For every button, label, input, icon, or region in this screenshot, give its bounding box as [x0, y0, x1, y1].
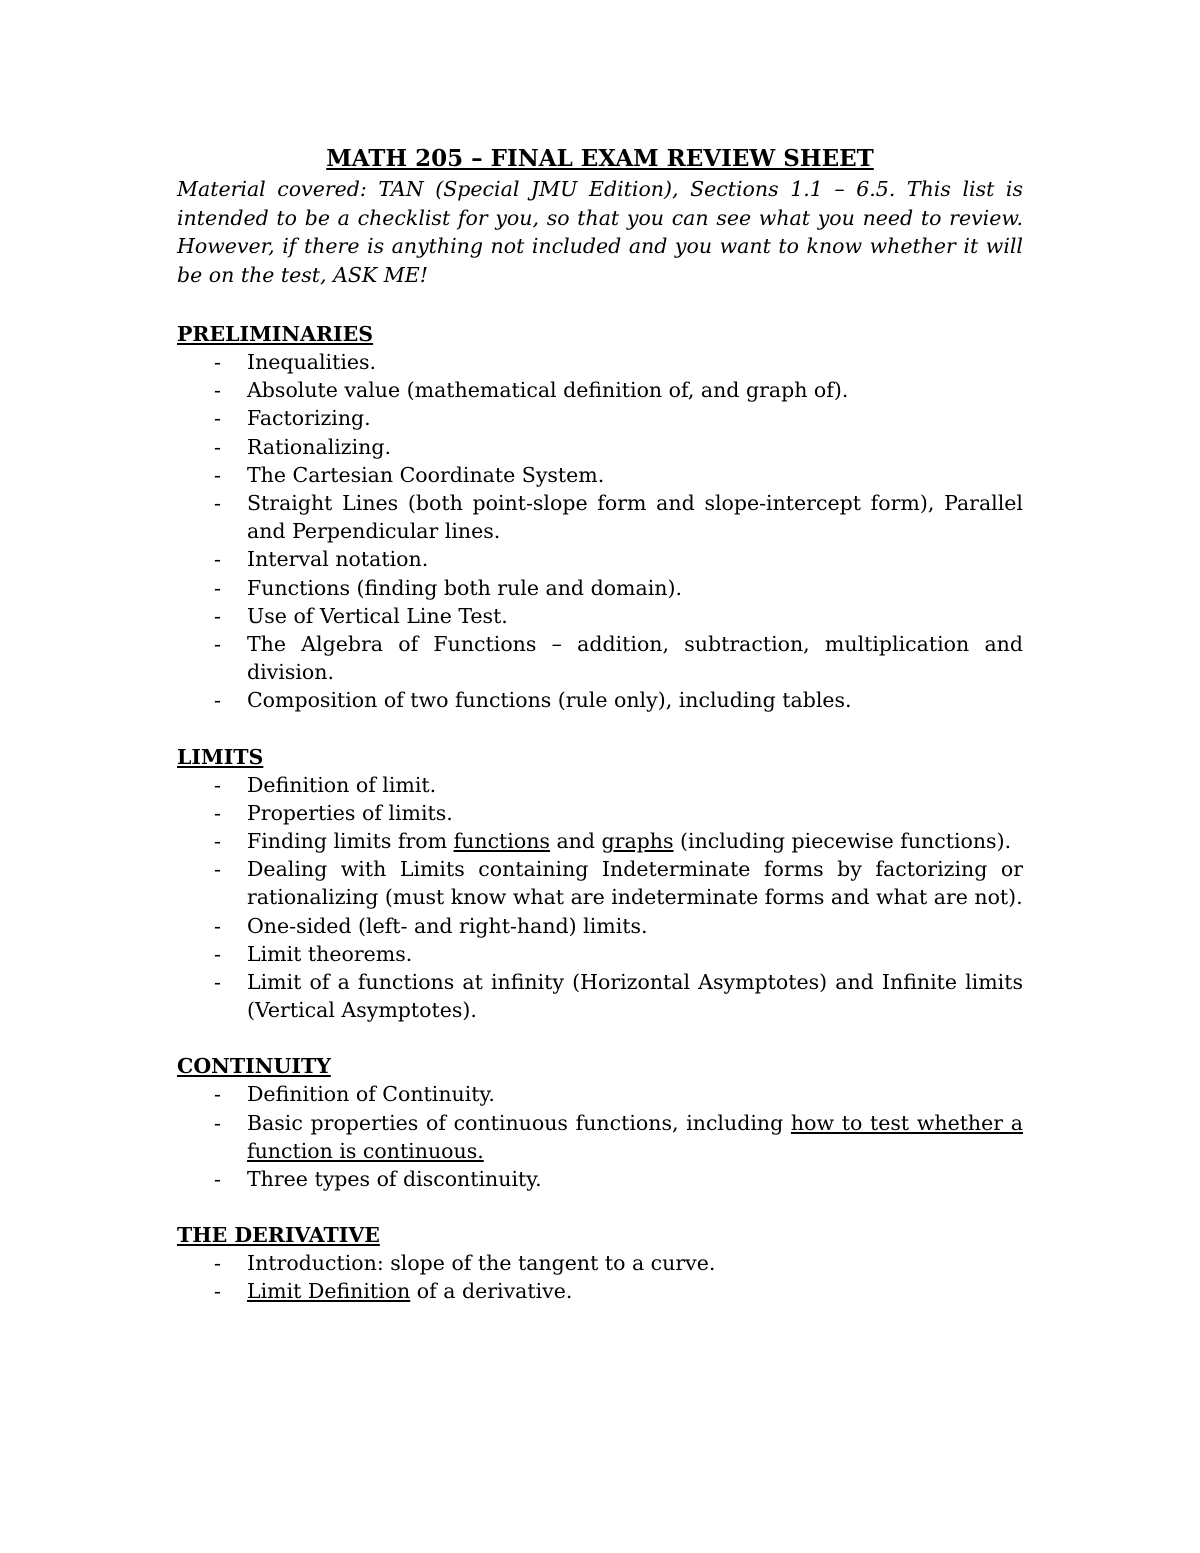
bullet-dash: -: [214, 829, 221, 854]
bullet-dash: -: [214, 688, 221, 713]
list-item: [177, 602, 1023, 630]
list-item-text: Limit theorems.: [247, 941, 413, 966]
section-heading-continuity: CONTINUITY: [177, 1054, 331, 1079]
list-item-text: The Cartesian Coordinate System.: [247, 462, 605, 487]
bullet-dash: -: [214, 913, 221, 938]
bullet-dash: -: [214, 941, 221, 966]
list-item-text: [247, 1279, 572, 1303]
list-item-text: Introduction: slope of the tangent to a curve.: [247, 1251, 716, 1276]
list-item-text: Definition of limit.: [247, 772, 437, 797]
list-item-text: Properties of limits.: [247, 800, 453, 825]
bullet-dash: -: [214, 772, 221, 797]
bullet-dash: -: [214, 603, 221, 628]
underlined-text: graphs: [601, 829, 674, 854]
bullet-dash: -: [214, 800, 221, 825]
list-item: [177, 940, 1023, 968]
list-item: [177, 574, 1023, 602]
list-item: [177, 855, 1023, 911]
text-segment: Basic properties of continuous functions, including: [247, 1110, 791, 1135]
list-item: [177, 771, 1023, 799]
bullet-dash: -: [214, 406, 221, 431]
list-item: [177, 1109, 1023, 1165]
list-item: [177, 545, 1023, 573]
bullet-dash: -: [214, 632, 221, 657]
list-item-text: One-sided (left- and right-hand) limits.: [247, 913, 648, 938]
bullet-dash: -: [214, 1279, 221, 1304]
underlined-text: how to test whether a function is continuous.: [247, 1110, 1023, 1163]
bullet-dash: -: [214, 1110, 221, 1135]
list-item: [177, 630, 1023, 686]
bullet-dash: -: [214, 462, 221, 487]
list-item-text: Absolute value (mathematical definition of, and graph of).: [247, 378, 849, 403]
derivative-list: [177, 1249, 1023, 1305]
list-item: [177, 1080, 1023, 1108]
text-segment: of a derivative.: [410, 1279, 573, 1304]
document-title: MATH 205 – FINAL EXAM REVIEW SHEET: [326, 145, 874, 172]
list-item-text: Straight Lines (both point-slope form and slope-intercept form), Parallel and Perpendicular lines.: [247, 491, 1023, 544]
section-heading-limits: LIMITS: [177, 744, 264, 769]
list-item-text: Use of Vertical Line Test.: [247, 603, 508, 628]
section-heading-preliminaries: PRELIMINARIES: [177, 322, 374, 346]
continuity-list: [177, 1080, 1023, 1193]
text-segment: and: [549, 829, 602, 854]
bullet-dash: -: [214, 1167, 221, 1192]
document-intro: Material covered: TAN (Special JMU Edition), Sections 1.1 – 6.5. This list is intended to be a checklist for you, so that you can see what you need to review. However, if there is anything not included and you want to know whether it will be on the test, ASK ME!: [177, 177, 1023, 287]
text-segment: (including piecewise functions).: [673, 829, 1012, 854]
list-item-text: Rationalizing.: [247, 434, 392, 459]
list-item-text: Factorizing.: [247, 406, 371, 431]
bullet-dash: -: [214, 434, 221, 459]
underlined-text: functions: [453, 829, 550, 854]
limits-list: [177, 771, 1023, 1025]
list-item-text: The Algebra of Functions – addition, subtraction, multiplication and division.: [247, 632, 1023, 685]
bullet-dash: -: [214, 378, 221, 403]
document-content: [177, 144, 1023, 1306]
bullet-dash: -: [214, 970, 221, 995]
list-item: [177, 433, 1023, 461]
list-item-text: Limit of a functions at infinity (Horizontal Asymptotes) and Infinite limits (Vertical Asymptotes).: [247, 970, 1023, 1023]
list-item: [177, 348, 1023, 376]
preliminaries-list: [177, 348, 1023, 715]
list-item: [177, 404, 1023, 432]
bullet-dash: -: [214, 1082, 221, 1107]
list-item: [177, 912, 1023, 940]
list-item: [177, 799, 1023, 827]
bullet-dash: -: [214, 547, 221, 572]
list-item-text: Functions (finding both rule and domain).: [247, 575, 682, 600]
list-item: [177, 827, 1023, 855]
list-item: [177, 1277, 1023, 1305]
list-item: [177, 489, 1023, 545]
list-item: [177, 1165, 1023, 1193]
section-heading-derivative: THE DERIVATIVE: [177, 1223, 380, 1248]
bullet-dash: -: [214, 350, 221, 374]
list-item: [177, 1249, 1023, 1277]
list-item-text: Definition of Continuity.: [247, 1082, 495, 1107]
list-item-text: Interval notation.: [247, 547, 429, 572]
bullet-dash: -: [214, 575, 221, 600]
bullet-dash: -: [214, 857, 221, 882]
list-item-text: Inequalities.: [247, 350, 377, 374]
list-item-text: Composition of two functions (rule only), including tables.: [247, 688, 852, 713]
list-item: [177, 376, 1023, 404]
bullet-dash: -: [214, 491, 221, 516]
list-item: [177, 686, 1023, 714]
text-segment: Finding limits from: [247, 829, 454, 854]
list-item-text: [247, 829, 1011, 853]
list-item: [177, 968, 1023, 1024]
list-item-text: Dealing with Limits containing Indeterminate forms by factorizing or rationalizing (must know what are indeterminate forms and what are not).: [247, 857, 1023, 910]
list-item: [177, 461, 1023, 489]
list-item-text: Three types of discontinuity.: [247, 1167, 542, 1192]
underlined-text: Limit Definition: [247, 1279, 411, 1304]
bullet-dash: -: [214, 1251, 221, 1276]
list-item-text: [247, 1111, 1023, 1163]
